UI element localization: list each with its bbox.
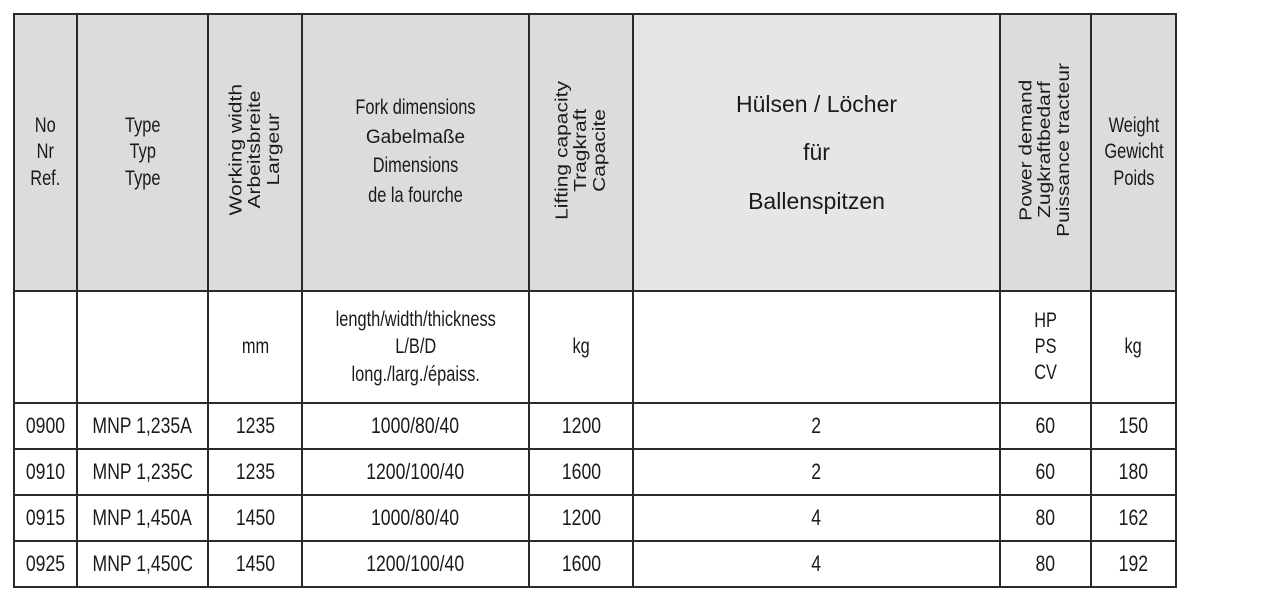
cell-sleeves: 2 [633,403,1000,449]
cell-weight: 180 [1091,449,1176,495]
table-row [14,403,1176,449]
header-type-fr: Type [124,166,161,190]
cell-weight: 162 [1091,495,1176,541]
unit-ps: PS [1034,334,1057,358]
table-row [14,449,1176,495]
header-fork-en: Fork dimensions [355,96,476,120]
unit-fork-dimensions [302,291,529,403]
cell-power: 60 [1000,449,1091,495]
unit-kg-weight: kg [1124,334,1143,358]
header-no [14,14,77,291]
header-type-de: Typ [129,140,156,164]
header-lifting-en: Lifting capacity [552,80,572,220]
unit-fork-de: L/B/D [394,335,436,359]
unit-working-width [208,291,302,403]
cell-type: MNP 1,450A [77,495,208,541]
cell-sleeves: 4 [633,495,1000,541]
cell-capacity: 1600 [529,449,633,495]
header-working-width [208,14,302,291]
unit-kg-capacity: kg [572,334,590,358]
header-no-en: No [35,114,56,138]
cell-sleeves: 2 [633,449,1000,495]
unit-cv: CV [1034,361,1057,385]
header-working-width-en: Working width [226,84,246,216]
cell-no: 0925 [14,541,77,587]
header-power-de: Zugkraftbedarf [1035,81,1055,219]
unit-fork-fr: long./larg./épaiss. [351,362,480,386]
unit-hp: HP [1034,308,1057,332]
unit-lifting-capacity [529,291,633,403]
cell-capacity: 1200 [529,495,633,541]
header-fork-fr-2: de la fourche [368,184,463,208]
header-fork-fr-1: Dimensions [372,154,459,178]
cell-power: 80 [1000,541,1091,587]
cell-power: 80 [1000,495,1091,541]
cell-type: MNP 1,235A [77,403,208,449]
cell-power: 60 [1000,403,1091,449]
header-power-en: Power demand [1016,79,1037,221]
header-working-width-fr: Largeur [263,113,284,187]
unit-sleeves [633,291,1000,403]
header-lifting-fr: Capacite [589,108,610,192]
header-power-fr: Puissance tracteur [1054,63,1074,237]
header-sleeves-3: Ballenspitzen [748,187,885,214]
cell-no: 0915 [14,495,77,541]
cell-no: 0900 [14,403,77,449]
cell-weight: 150 [1091,403,1176,449]
header-fork-de: Gabelmaße [365,126,466,148]
header-no-fr: Ref. [30,166,61,190]
cell-width: 1235 [208,449,302,495]
header-weight-de: Gewicht [1103,140,1164,164]
cell-weight: 192 [1091,541,1176,587]
cell-sleeves: 4 [633,541,1000,587]
unit-type [77,291,208,403]
cell-width: 1450 [208,495,302,541]
unit-no [14,291,77,403]
unit-power-demand [1000,291,1091,403]
header-sleeves-2: für [803,139,830,166]
spec-table [13,13,1177,588]
header-lifting-capacity [529,14,633,291]
cell-fork: 1200/100/40 [302,449,529,495]
header-fork-dimensions [302,14,529,291]
cell-width: 1235 [208,403,302,449]
cell-fork: 1000/80/40 [302,495,529,541]
header-type-en: Type [124,114,161,138]
header-sleeves-1: Hülsen / Löcher [735,91,898,118]
header-lifting-de: Tragkraft [570,108,591,192]
header-sleeves [633,14,1000,291]
cell-width: 1450 [208,541,302,587]
cell-fork: 1200/100/40 [302,541,529,587]
cell-fork: 1000/80/40 [302,403,529,449]
header-row [14,14,1176,291]
header-weight-fr: Poids [1112,166,1154,190]
table-row [14,495,1176,541]
header-working-width-de: Arbeitsbreite [244,91,265,209]
cell-no: 0910 [14,449,77,495]
table-row [14,541,1176,587]
unit-weight [1091,291,1176,403]
cell-capacity: 1200 [529,403,633,449]
units-row [14,291,1176,403]
header-weight [1091,14,1176,291]
cell-type: MNP 1,235C [77,449,208,495]
unit-mm: mm [241,334,269,358]
cell-capacity: 1600 [529,541,633,587]
header-weight-en: Weight [1108,114,1159,138]
header-power-demand [1000,14,1091,291]
cell-type: MNP 1,450C [77,541,208,587]
header-type [77,14,208,291]
unit-fork-en: length/width/thickness [335,308,496,332]
header-no-de: Nr [36,140,55,164]
